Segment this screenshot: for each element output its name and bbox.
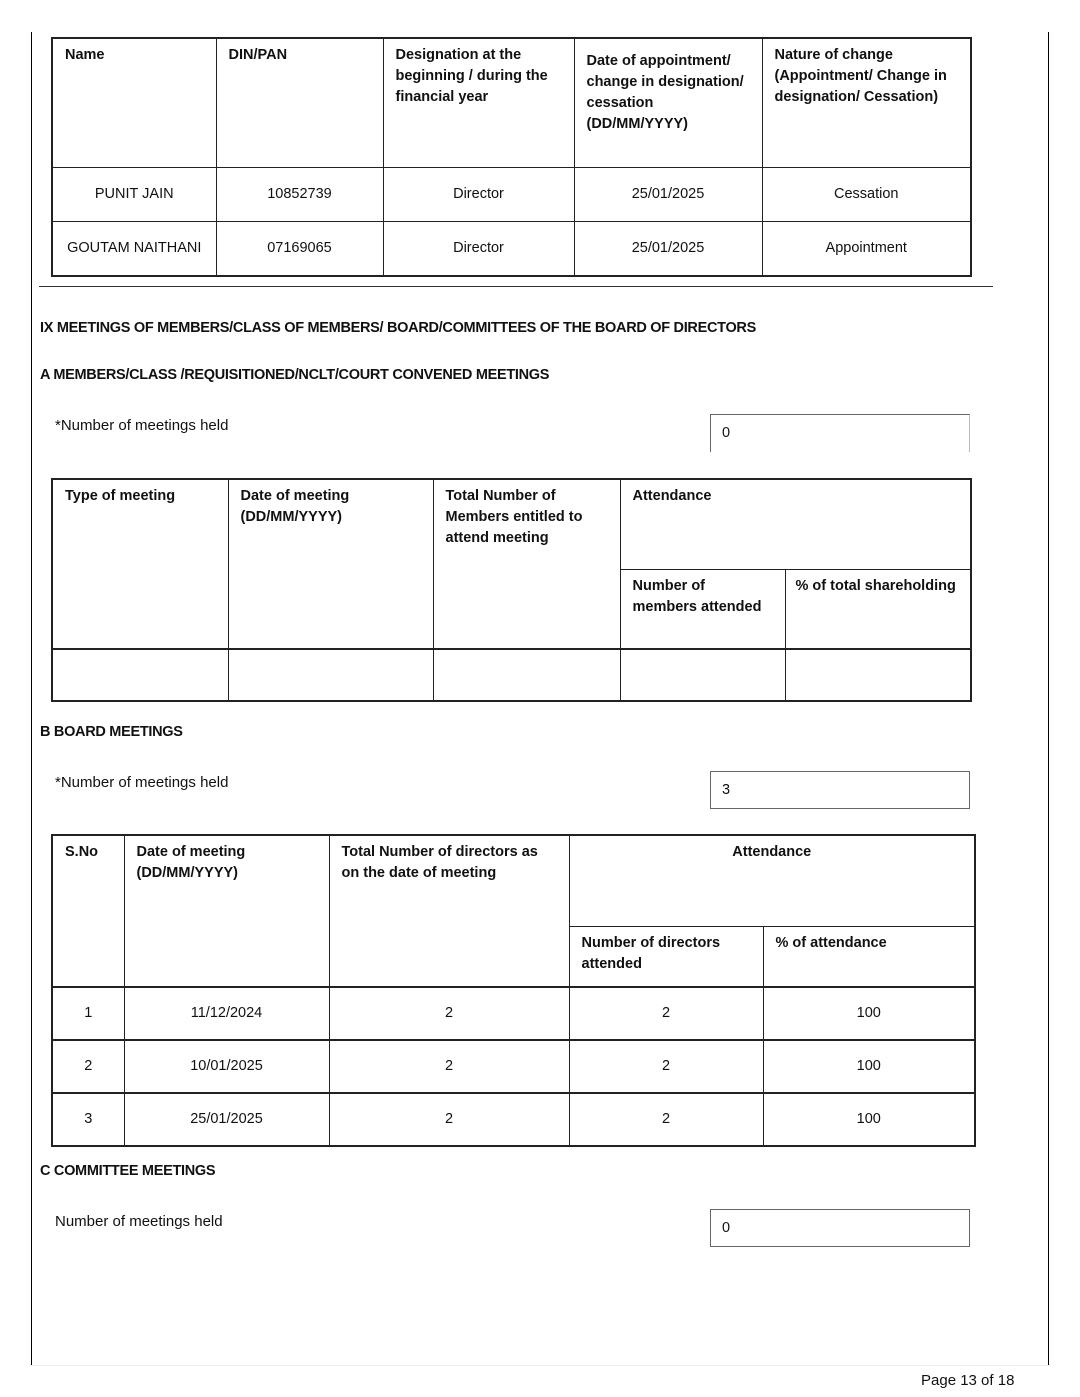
cell-total-directors: 2 [329, 987, 569, 1040]
committee-meetings-count-field[interactable]: 0 [710, 1209, 970, 1247]
cell-directors-attended: 2 [569, 987, 763, 1040]
cell-members-attended [620, 649, 785, 701]
directors-change-table [51, 37, 972, 277]
header-attendance: Attendance [620, 479, 971, 570]
cell-total-directors: 2 [329, 1093, 569, 1146]
page-border-right [1048, 32, 1049, 1366]
cell-date: 11/12/2024 [124, 987, 329, 1040]
cell-date: 25/01/2025 [574, 168, 762, 222]
cell-date [228, 649, 433, 701]
table-row [52, 987, 975, 1040]
cell-directors-attended: 2 [569, 1093, 763, 1146]
board-meetings-table [51, 834, 976, 1147]
header-type-of-meeting: Type of meeting [52, 479, 228, 649]
page-border-bottom [31, 1365, 1049, 1366]
cell-din: 10852739 [216, 168, 383, 222]
header-pct-shareholding: % of total shareholding [785, 570, 971, 650]
header-total-members: Total Number of Members entitled to attend meeting [433, 479, 620, 649]
committee-meetings-label: Number of meetings held [55, 1213, 223, 1230]
cell-nature: Appointment [762, 222, 971, 277]
header-sno: S.No [52, 835, 124, 987]
section-c-title: C COMMITTEE MEETINGS [40, 1163, 216, 1179]
header-name: Name [52, 38, 216, 168]
cell-name: GOUTAM NAITHANI [52, 222, 216, 277]
members-meetings-table [51, 478, 972, 702]
header-pct-attendance: % of attendance [763, 927, 975, 988]
cell-name: PUNIT JAIN [52, 168, 216, 222]
header-members-attended: Number of members attended [620, 570, 785, 650]
table-row [52, 168, 971, 222]
section-b-title: B BOARD MEETINGS [40, 724, 183, 740]
cell-pct-attendance: 100 [763, 1093, 975, 1146]
cell-pct-shareholding [785, 649, 971, 701]
table-row [52, 1093, 975, 1146]
cell-total-members [433, 649, 620, 701]
cell-date: 10/01/2025 [124, 1040, 329, 1093]
header-directors-attended: Number of directors attended [569, 927, 763, 988]
table-header-row [52, 479, 971, 570]
cell-total-directors: 2 [329, 1040, 569, 1093]
cell-pct-attendance: 100 [763, 987, 975, 1040]
cell-date: 25/01/2025 [574, 222, 762, 277]
members-meetings-count-field[interactable]: 0 [710, 414, 970, 452]
section-divider [39, 286, 993, 287]
cell-sno: 2 [52, 1040, 124, 1093]
cell-date: 25/01/2025 [124, 1093, 329, 1146]
cell-designation: Director [383, 168, 574, 222]
table-row [52, 222, 971, 277]
board-meetings-count-field[interactable]: 3 [710, 771, 970, 809]
cell-pct-attendance: 100 [763, 1040, 975, 1093]
page-border-left [31, 32, 32, 1366]
table-row [52, 1040, 975, 1093]
header-date-of-meeting: Date of meeting (DD/MM/YYYY) [124, 835, 329, 987]
header-din-pan: DIN/PAN [216, 38, 383, 168]
page-number: Page 13 of 18 [921, 1372, 1015, 1389]
cell-type [52, 649, 228, 701]
section-a-title: A MEMBERS/CLASS /REQUISITIONED/NCLT/COURT CONVENED MEETINGS [40, 367, 550, 383]
members-meetings-label: *Number of meetings held [55, 417, 229, 434]
cell-directors-attended: 2 [569, 1040, 763, 1093]
table-header-row [52, 38, 971, 168]
cell-designation: Director [383, 222, 574, 277]
header-attendance: Attendance [569, 835, 975, 927]
cell-din: 07169065 [216, 222, 383, 277]
section-ix-title: IX MEETINGS OF MEMBERS/CLASS OF MEMBERS/ BOARD/COMMITTEES OF THE BOARD OF DIRECTORS [40, 320, 756, 336]
header-total-directors: Total Number of directors as on the date of meeting [329, 835, 569, 987]
header-date-of-meeting: Date of meeting (DD/MM/YYYY) [228, 479, 433, 649]
board-meetings-label: *Number of meetings held [55, 774, 229, 791]
cell-sno: 3 [52, 1093, 124, 1146]
header-nature-of-change: Nature of change (Appointment/ Change in designation/ Cessation) [762, 38, 971, 168]
cell-sno: 1 [52, 987, 124, 1040]
table-header-row [52, 835, 975, 927]
table-row [52, 649, 971, 701]
header-designation: Designation at the beginning / during the financial year [383, 38, 574, 168]
header-date-of-change: Date of appointment/ change in designation/ cessation (DD/MM/YYYY) [574, 38, 762, 168]
cell-nature: Cessation [762, 168, 971, 222]
